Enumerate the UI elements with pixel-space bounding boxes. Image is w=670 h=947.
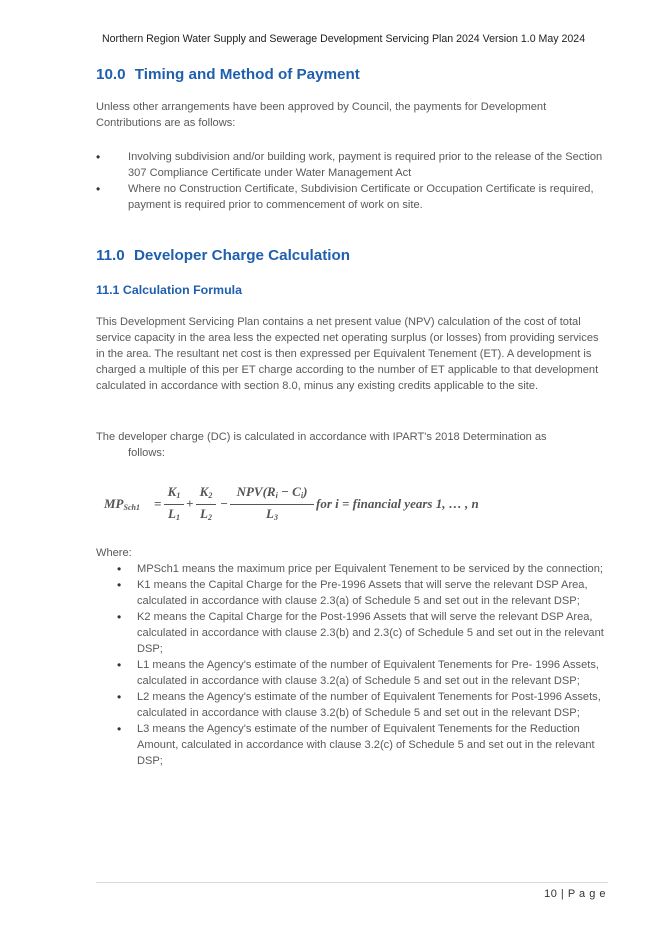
developer-charge-text: The developer charge (DC) is calculated in accordance with IPART's 2018 Determination as	[96, 431, 547, 443]
definition-text: MPSch1 means the maximum price per Equivalent Tenement to be serviced by the connection;	[137, 563, 603, 575]
definition-text: L1 means the Agency's estimate of the number of Equivalent Tenements for Pre- 1996 Assets, calculated in accordance with clause 3.2(a) of Schedule 5 and set out in the relevant DSP;	[137, 659, 599, 687]
list-item	[117, 657, 612, 689]
payment-bullet-text: Involving subdivision and/or building work, payment is required prior to the release of the Section 307 Compliance Certificate under Water Management Act	[128, 151, 603, 179]
bullet-icon: •	[117, 610, 122, 624]
formula-equals: =	[154, 496, 162, 511]
formula-minus: −	[220, 496, 228, 511]
list-item	[117, 721, 612, 769]
list-item	[117, 561, 612, 577]
bullet-icon: •	[117, 658, 122, 672]
running-header: Northern Region Water Supply and Sewerage Development Servicing Plan 2024 Version 1.0 May 2024	[102, 33, 586, 45]
formula-fraction-npv: $NPV(R_i - C_i)$ $L_3$	[230, 484, 314, 526]
formula-fraction-k1: $\frac{K_1}{L_1}$	[164, 484, 184, 526]
subsection-11-1-heading: 11.1 Calculation Formula	[96, 283, 242, 297]
bullet-icon: •	[117, 578, 122, 592]
bullet-icon: •	[117, 722, 122, 736]
formula-plus: +	[186, 496, 194, 511]
footer-divider	[96, 882, 608, 883]
bullet-icon: •	[96, 150, 101, 164]
formula-tail: for i = financial years 1, … , n	[316, 496, 479, 511]
list-item	[117, 609, 612, 657]
definition-text: L2 means the Agency's estimate of the number of Equivalent Tenements for Post-1996 Assets, calculated in accordance with clause 3.2(b) of Schedule 5 and set out in the relevant DSP;	[137, 691, 601, 719]
definitions-bullet-list	[117, 561, 612, 769]
bullet-icon: •	[117, 562, 122, 576]
developer-charge-follows: follows:	[128, 447, 165, 459]
bullet-icon: •	[96, 182, 101, 196]
bullet-icon: •	[117, 690, 122, 704]
where-label: Where:	[96, 547, 132, 559]
section-11-heading	[96, 247, 350, 264]
section-11-number: 11.0	[96, 247, 125, 264]
formula-lhs: $MP_{Sch1}$	[104, 496, 140, 512]
developer-charge-paragraph	[96, 429, 610, 461]
section-10-intro: Unless other arrangements have been approved by Council, the payments for Development Contributions are as follows:	[96, 101, 547, 129]
definition-text: K1 means the Capital Charge for the Pre-1996 Assets that will serve the relevant DSP Area, calculated in accordance with clause 2.3(a) of Schedule 5 and set out in the relevant DSP;	[137, 579, 588, 607]
list-item	[96, 149, 611, 181]
payment-bullet-text: Where no Construction Certificate, Subdivision Certificate or Occupation Certificate is required, payment is required prior to commencement of work on site.	[128, 183, 594, 211]
definition-text: K2 means the Capital Charge for the Post-1996 Assets that will serve the relevant DSP Area, calculated in accordance with clause 2.3(b) and 2.3(c) of Schedule 5 and set out in the relevant DSP;	[137, 611, 604, 655]
payment-bullet-list	[96, 149, 611, 213]
page-number: 10 | P a g e	[544, 888, 606, 900]
list-item	[117, 689, 612, 721]
list-item	[117, 577, 612, 609]
definition-text: L3 means the Agency's estimate of the number of Equivalent Tenements for the Reduction Amount, calculated in accordance with clause 3.2(c) of Schedule 5 and set out in the relevant DSP;	[137, 723, 595, 767]
section-10-number: 10.0	[96, 66, 126, 83]
section-10-heading	[96, 66, 360, 83]
formula-fraction-k2: $\frac{K_2}{L_2}$	[196, 484, 216, 526]
list-item	[96, 181, 611, 213]
npv-paragraph: This Development Servicing Plan contains a net present value (NPV) calculation of the cost of total service capacity in the area less the expected net operating surplus (or losses) from providing services in the area. The resultant net cost is then expressed per Equivalent Tenement (ET). A development is charged a multiple of this per ET charge according to the number of ET applicable to that development calculated in accordance with section 8.0, minus any existing credits applicable to the site.	[96, 316, 599, 392]
section-10-title: Timing and Method of Payment	[134, 66, 360, 83]
section-11-title: Developer Charge Calculation	[133, 247, 351, 264]
